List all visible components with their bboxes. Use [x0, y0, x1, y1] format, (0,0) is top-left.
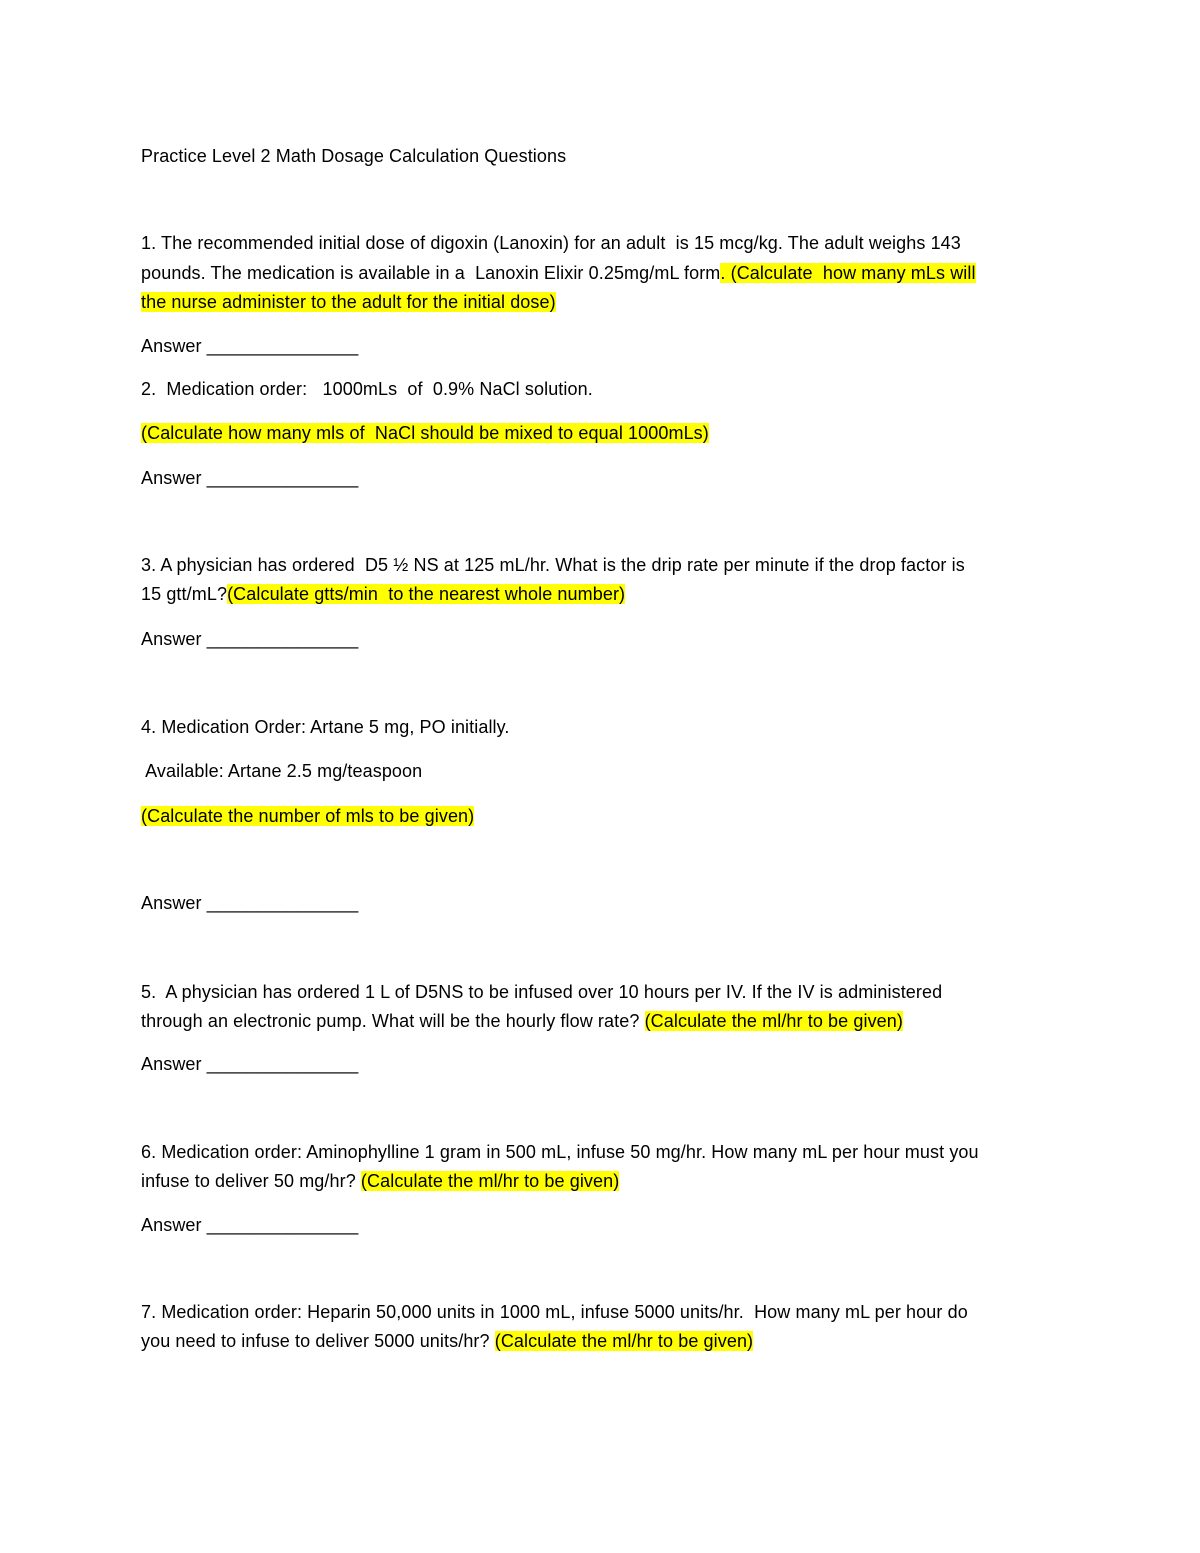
question-6-answer: Answer _______________ — [141, 1215, 359, 1235]
question-3-line-1: 3. A physician has ordered D5 ½ NS at 125 mL/hr. What is the drip rate per minute if the drop factor is — [141, 555, 965, 575]
question-4-line-2: Available: Artane 2.5 mg/teaspoon — [141, 761, 423, 781]
question-3-text: 15 gtt/mL? — [141, 584, 228, 604]
question-3-line-2 — [141, 583, 625, 605]
question-5-line-1: 5. A physician has ordered 1 L of D5NS to be infused over 10 hours per IV. If the IV is administered — [141, 982, 943, 1002]
question-7-instruction: (Calculate the ml/hr to be given) — [494, 1331, 754, 1351]
question-4-answer: Answer _______________ — [141, 893, 359, 913]
question-2-line-1: 2. Medication order: 1000mLs of 0.9% NaCl solution. — [141, 379, 593, 399]
question-1-text: pounds. The medication is available in a Lanoxin Elixir 0.25mg/mL form — [141, 263, 721, 283]
question-2-answer: Answer _______________ — [141, 468, 359, 488]
question-5-line-2 — [141, 1010, 903, 1032]
question-5-instruction: (Calculate the ml/hr to be given) — [644, 1011, 903, 1031]
question-5-text: through an electronic pump. What will be the hourly flow rate? — [141, 1011, 645, 1031]
question-1-instruction-start: . (Calculate how many mLs will — [720, 263, 976, 283]
question-7-line-2 — [141, 1330, 753, 1352]
question-3-answer: Answer _______________ — [141, 629, 359, 649]
question-5-answer: Answer _______________ — [141, 1054, 359, 1074]
question-2-line-2 — [141, 422, 709, 444]
question-1-line-1: 1. The recommended initial dose of digoxin (Lanoxin) for an adult is 15 mcg/kg. The adult weighs 143 — [141, 233, 961, 253]
question-6-line-1: 6. Medication order: Aminophylline 1 gram in 500 mL, infuse 50 mg/hr. How many mL per hour must you — [141, 1142, 979, 1162]
question-2-instruction: (Calculate how many mls of NaCl should be mixed to equal 1000mLs) — [141, 423, 709, 443]
question-1-line-3 — [141, 291, 556, 313]
question-7-line-1: 7. Medication order: Heparin 50,000 units in 1000 mL, infuse 5000 units/hr. How many mL per hour do — [141, 1302, 968, 1322]
question-4-line-3 — [141, 805, 474, 827]
question-4-instruction: (Calculate the number of mls to be given) — [141, 806, 475, 826]
document-title: Practice Level 2 Math Dosage Calculation Questions — [141, 146, 567, 166]
question-1-line-2 — [141, 262, 976, 284]
question-4-line-1: 4. Medication Order: Artane 5 mg, PO initially. — [141, 717, 510, 737]
question-1-answer: Answer _______________ — [141, 336, 359, 356]
question-6-instruction: (Calculate the ml/hr to be given) — [360, 1171, 620, 1191]
question-1-instruction-end: the nurse administer to the adult for the initial dose) — [141, 292, 556, 312]
question-3-instruction: (Calculate gtts/min to the nearest whole number) — [227, 584, 626, 604]
question-6-line-2 — [141, 1170, 619, 1192]
question-7-text: you need to infuse to deliver 5000 units/hr? — [141, 1331, 495, 1351]
question-6-text: infuse to deliver 50 mg/hr? — [141, 1171, 361, 1191]
